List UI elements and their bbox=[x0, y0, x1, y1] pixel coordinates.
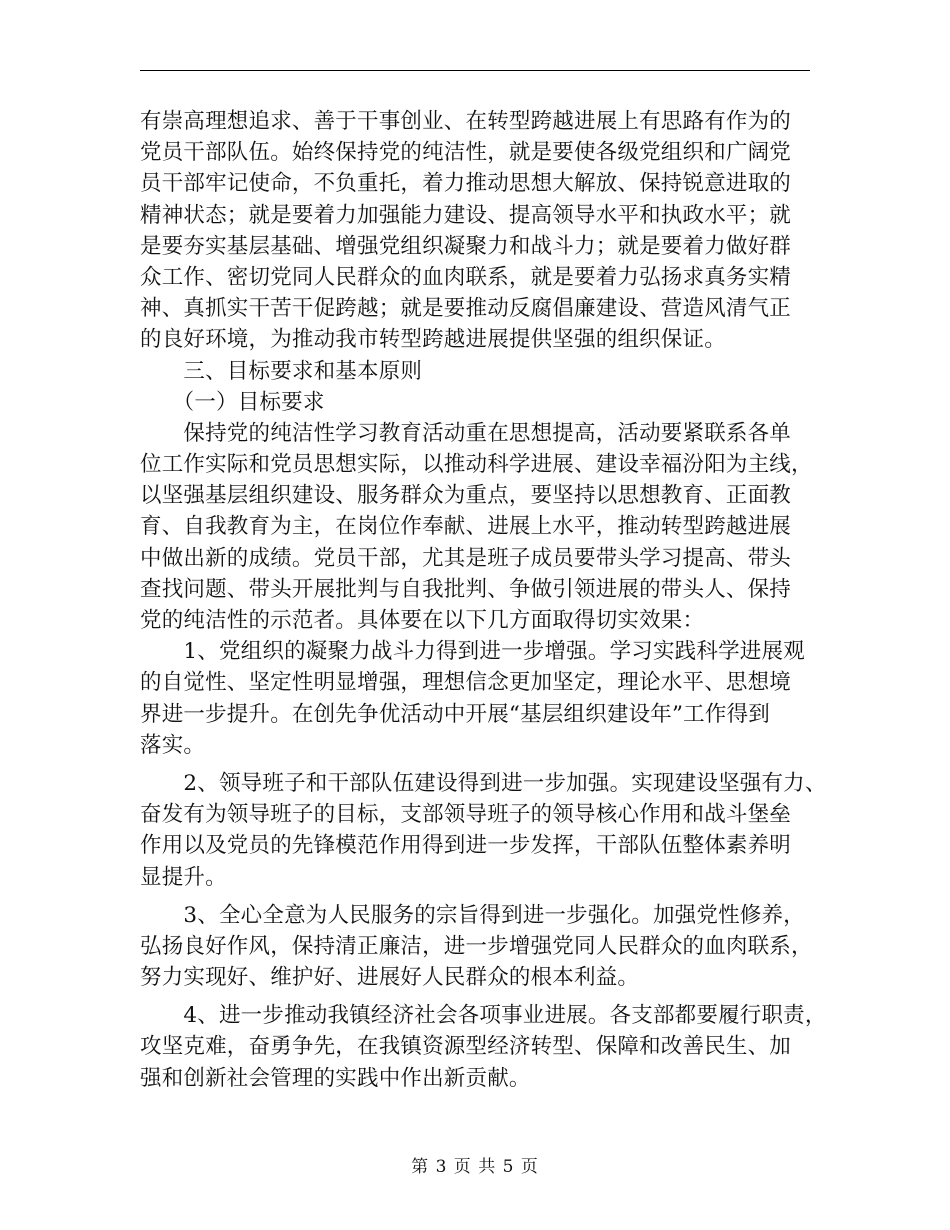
text-line: 众工作、密切党同人民群众的血肉联系，就是要着力弘扬求真务实精 bbox=[140, 264, 792, 290]
text-line: 的自觉性、坚定性明显增强，理想信念更加坚定，理论水平、思想境 bbox=[140, 670, 792, 696]
text-line: 中做出新的成绩。党员干部，尤其是班子成员要带头学习提高、带头 bbox=[140, 545, 792, 571]
text-line: 以坚强基层组织建设、服务群众为重点，要坚持以思想教育、正面教 bbox=[140, 483, 792, 509]
text-line: 党员干部队伍。始终保持党的纯洁性，就是要使各级党组织和广阔党 bbox=[140, 140, 792, 166]
section-heading: 三、目标要求和基本原则 bbox=[140, 358, 423, 384]
header-rule bbox=[140, 70, 810, 71]
paragraph-gap bbox=[140, 993, 812, 1000]
text-line: 是要夯实基层基础、增强党组织凝聚力和战斗力；就是要着力做好群 bbox=[140, 233, 792, 259]
subsection-heading: （一）目标要求 bbox=[140, 389, 325, 415]
text-line: 努力实现好、维护好、进展好人民群众的根本利益。 bbox=[140, 965, 640, 991]
text-line: 奋发有为领导班子的目标，支部领导班子的领导核心作用和战斗堡垒 bbox=[140, 802, 792, 828]
list-item-line: 1、党组织的凝聚力战斗力得到进一步增强。学习实践科学进展观 bbox=[140, 639, 805, 665]
document-body bbox=[140, 106, 827, 1094]
text-line: 保持党的纯洁性学习教育活动重在思想提高，活动要紧联系各单 bbox=[140, 420, 792, 446]
text-line: 攻坚克难，奋勇争先，在我镇资源型经济转型、保障和改善民生、加 bbox=[140, 1034, 792, 1060]
text-line: 界进一步提升。在创先争优活动中开展“基层组织建设年”工作得到 bbox=[140, 701, 770, 727]
text-line: 育、自我教育为主，在岗位作奉献、进展上水平，推动转型跨越进展 bbox=[140, 514, 792, 540]
list-item-line: 4、进一步推动我镇经济社会各项事业进展。各支部都要履行职责， bbox=[140, 1003, 827, 1029]
text-line: 神、真抓实干苦干促跨越；就是要推动反腐倡廉建设、营造风清气正 bbox=[140, 296, 792, 322]
text-line: 员干部牢记使命，不负重托，着力推动思想大解放、保持锐意进取的 bbox=[140, 171, 792, 197]
text-line: 落实。 bbox=[140, 732, 206, 758]
text-line: 党的纯洁性的示范者。具体要在以下几方面取得切实效果： bbox=[140, 608, 705, 633]
text-line: 位工作实际和党员思想实际，以推动科学进展、建设幸福汾阳为主线， bbox=[140, 452, 813, 478]
list-item-line: 2、领导班子和干部队伍建设得到进一步加强。实现建设坚强有力、 bbox=[140, 770, 827, 796]
text-line: 强和创新社会管理的实践中作出新贡献。 bbox=[140, 1065, 531, 1091]
paragraph-gap bbox=[140, 761, 812, 768]
text-line: 有崇高理想追求、善于干事创业、在转型跨越进展上有思路有作为的 bbox=[140, 109, 792, 134]
text-line: 显提升。 bbox=[140, 864, 227, 890]
paragraph-gap bbox=[140, 893, 812, 900]
page-number: 第 3 页 共 5 页 bbox=[411, 1157, 539, 1177]
text-line: 的良好环境，为推动我市转型跨越进展提供坚强的组织保证。 bbox=[140, 327, 726, 353]
text-line: 作用以及党员的先锋模范作用得到进一步发挥，干部队伍整体素养明 bbox=[140, 833, 792, 859]
text-line: 精神状态；就是要着力加强能力建设、提高领导水平和执政水平；就 bbox=[140, 202, 792, 228]
list-item-line: 3、全心全意为人民服务的宗旨得到进一步强化。加强党性修养， bbox=[140, 902, 805, 928]
text-line: 查找问题、带头开展批判与自我批判、争做引领进展的带头人、保持 bbox=[140, 576, 792, 602]
text-line: 弘扬良好作风，保持清正廉洁，进一步增强党同人民群众的血肉联系， bbox=[140, 933, 813, 959]
